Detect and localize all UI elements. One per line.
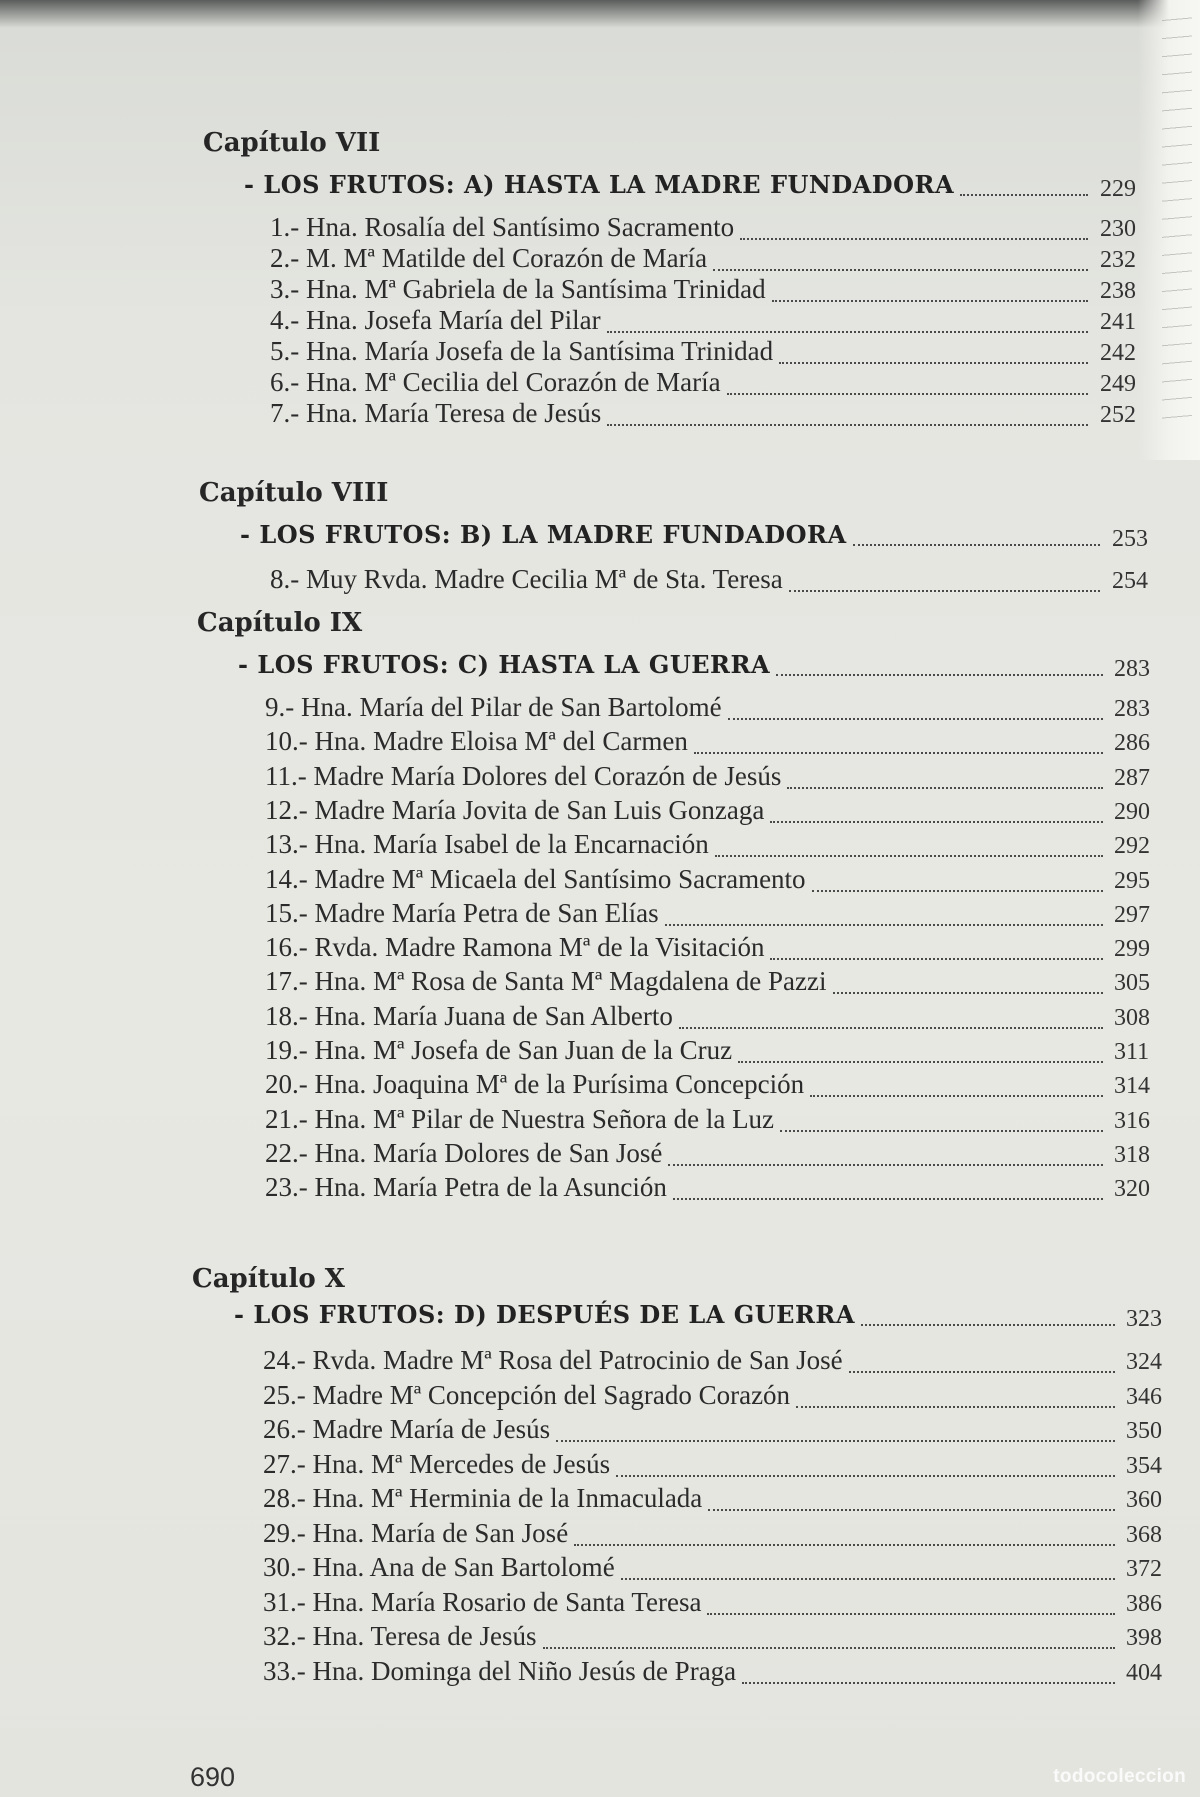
entry-label: 32.- Hna. Teresa de Jesús [263,1621,537,1651]
entry-page-number: 324 [1126,1349,1162,1375]
entry-page-number: 318 [1114,1141,1150,1168]
entry-label: 1.- Hna. Rosalía del Santísimo Sacramento [270,212,735,242]
section-heading: - LOS FRUTOS: B) LA MADRE FUNDADORA [240,520,847,549]
entry-label: 18.- Hna. María Juana de San Alberto [265,1000,673,1031]
entry-page-number: 316 [1114,1107,1150,1134]
entry-label: 30.- Hna. Ana de San Bartolomé [263,1552,615,1582]
entry-label: 15.- Madre María Petra de San Elías [265,897,659,928]
dot-leader [673,1198,1103,1200]
watermark: todocoleccion [1053,1766,1186,1787]
entry-page-number: 314 [1114,1073,1150,1100]
dot-leader [543,1647,1115,1649]
dot-leader [770,821,1103,823]
entry-label: 11.- Madre María Dolores del Corazón de Jesús [265,760,782,791]
section-heading: - LOS FRUTOS: A) HASTA LA MADRE FUNDADORA [244,170,955,199]
entry-label: 9.- Hna. María del Pilar de San Bartolomé [265,692,722,722]
entry-page-number: 311 [1114,1039,1150,1065]
dot-leader [849,1371,1115,1373]
dot-leader [715,855,1103,857]
dot-leader [861,1324,1115,1326]
dot-leader [960,194,1088,196]
section-heading: - LOS FRUTOS: C) HASTA LA GUERRA [238,650,771,679]
entry-page-number: 354 [1126,1452,1162,1479]
dot-leader [727,393,1088,395]
entry-label: 12.- Madre María Jovita de San Luis Gonzaga [265,794,765,825]
entry-label: 26.- Madre María de Jesús [263,1414,551,1444]
entry-label: 21.- Hna. Mª Pilar de Nuestra Señora de la Luz [265,1103,775,1134]
entry-page-number: 386 [1126,1590,1162,1617]
entry-page-number: 346 [1126,1383,1162,1410]
chapter-title: Capítulo IX [197,608,363,638]
dot-leader [556,1440,1115,1442]
entry-page-number: 292 [1114,833,1150,860]
dot-leader [796,1406,1115,1408]
entry-page-number: 299 [1114,936,1150,963]
dot-leader [707,1613,1115,1615]
entry-label: 10.- Hna. Madre Eloisa Mª del Carmen [265,726,688,757]
section-heading: - LOS FRUTOS: D) DESPUÉS DE LA GUERRA [234,1300,855,1329]
dot-leader [789,590,1100,592]
entry-page-number: 308 [1114,1004,1150,1031]
entry-page-number: 350 [1126,1418,1162,1444]
page-number: 690 [190,1762,236,1792]
entry-label: 20.- Hna. Joaquina Mª de la Purísima Concepción [265,1069,805,1100]
entry-page-number: 254 [1112,568,1148,594]
entry-label: 23.- Hna. María Petra de la Asunción [265,1172,667,1203]
dot-leader [738,1061,1103,1063]
dot-leader [833,992,1103,994]
entry-page-number: 295 [1114,867,1150,894]
entry-label: 22.- Hna. María Dolores de San José [265,1137,663,1168]
entry-page-number: 252 [1100,402,1136,428]
dot-leader [810,1095,1103,1097]
entry-label: 19.- Hna. Mª Josefa de San Juan de la Cruz [265,1035,733,1065]
entry-page-number: 242 [1100,340,1136,366]
entry-page-number: 238 [1100,278,1136,304]
entry-page-number: 290 [1114,798,1150,825]
dot-leader [694,752,1103,754]
entry-page-number: 372 [1126,1556,1162,1582]
dot-leader [621,1578,1115,1580]
entry-page-number: 241 [1100,309,1136,335]
dot-leader [616,1475,1115,1477]
entry-label: 8.- Muy Rvda. Madre Cecilia Mª de Sta. Teresa [270,564,783,594]
entry-page-number: 286 [1114,730,1150,757]
section-page-number: 283 [1114,656,1150,682]
entry-label: 6.- Hna. Mª Cecilia del Corazón de María [270,367,721,397]
dot-leader [853,544,1100,546]
entry-page-number: 297 [1114,901,1150,928]
chapter-title: Capítulo X [192,1264,345,1294]
entry-label: 25.- Madre Mª Concepción del Sagrado Corazón [263,1379,791,1410]
dot-leader [779,362,1088,364]
adjacent-page-edge [1138,0,1200,460]
entry-label: 5.- Hna. María Josefa de la Santísima Trinidad [270,336,774,366]
entry-page-number: 305 [1114,970,1150,997]
dot-leader [708,1509,1115,1511]
section-page-number: 253 [1112,526,1148,552]
chapter-title: Capítulo VII [203,128,381,158]
dot-leader [668,1164,1103,1166]
entry-label: 7.- Hna. María Teresa de Jesús [270,398,602,428]
entry-label: 24.- Rvda. Madre Mª Rosa del Patrocinio de San José [263,1345,843,1375]
dot-leader [780,1130,1103,1132]
dot-leader [740,238,1088,240]
section-page-number: 229 [1100,176,1136,202]
dot-leader [728,718,1103,720]
entry-page-number: 398 [1126,1625,1162,1651]
entry-page-number: 360 [1126,1487,1162,1513]
entry-label: 17.- Hna. Mª Rosa de Santa Mª Magdalena de Pazzi [265,966,827,997]
dot-leader [607,424,1088,426]
page-top-shadow [0,0,1200,28]
dot-leader [776,674,1103,676]
entry-label: 14.- Madre Mª Micaela del Santísimo Sacramento [265,863,806,894]
entry-label: 4.- Hna. Josefa María del Pilar [270,305,601,335]
entry-page-number: 320 [1114,1176,1150,1203]
dot-leader [679,1027,1103,1029]
entry-label: 31.- Hna. María Rosario de Santa Teresa [263,1586,702,1617]
entry-label: 2.- M. Mª Matilde del Corazón de María [270,243,708,273]
entry-page-number: 283 [1114,696,1150,722]
entry-page-number: 230 [1100,216,1136,242]
dot-leader [770,958,1103,960]
entry-page-number: 249 [1100,371,1136,397]
entry-label: 27.- Hna. Mª Mercedes de Jesús [263,1448,611,1479]
adjacent-page-text [1162,10,1192,430]
entry-page-number: 404 [1126,1659,1162,1686]
dot-leader [812,890,1103,892]
dot-leader [665,924,1103,926]
entry-label: 29.- Hna. María de San José [263,1517,569,1548]
entry-label: 33.- Hna. Dominga del Niño Jesús de Praga [263,1655,737,1686]
entry-page-number: 232 [1100,247,1136,273]
dot-leader [607,331,1088,333]
entry-label: 16.- Rvda. Madre Ramona Mª de la Visitación [265,932,765,963]
entry-page-number: 368 [1126,1521,1162,1548]
entry-label: 28.- Hna. Mª Herminia de la Inmaculada [263,1483,703,1513]
chapter-title: Capítulo VIII [199,478,389,508]
entry-label: 13.- Hna. María Isabel de la Encarnación [265,829,709,860]
entry-label: 3.- Hna. Mª Gabriela de la Santísima Trinidad [270,274,766,304]
dot-leader [772,300,1088,302]
dot-leader [742,1682,1115,1684]
dot-leader [713,269,1088,271]
dot-leader [787,787,1103,789]
entry-page-number: 287 [1114,764,1150,791]
dot-leader [574,1544,1115,1546]
section-page-number: 323 [1126,1306,1162,1332]
